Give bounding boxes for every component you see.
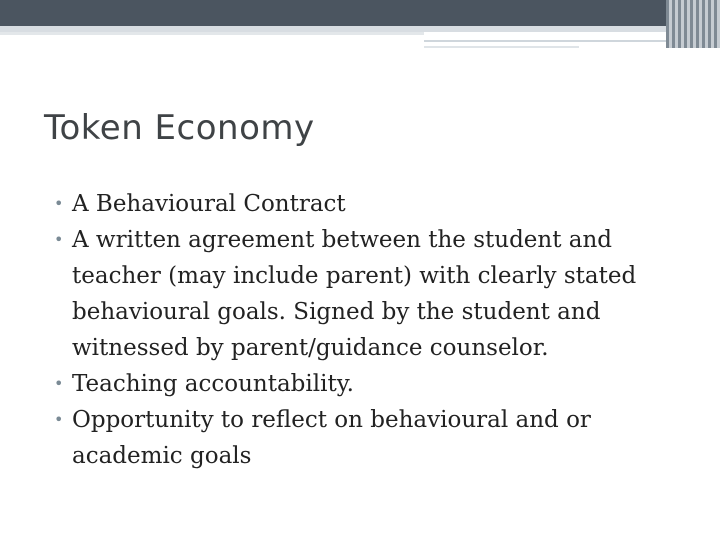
bullet-list [54,186,694,474]
bullet-item: • Teaching accountability. [54,366,694,402]
bullet-item: • A written agreement between the student and teacher (may include parent) with clearly stated behavioural goals. Signed by the student and witnessed by parent/guidance counselor. [54,222,694,366]
bullet-item: • A Behavioural Contract [54,186,694,222]
header-rule-mid-secondary [424,46,579,48]
slide-title: Token Economy [44,108,315,148]
header-stripes-decoration [666,0,720,48]
header-rule-mid [424,40,666,42]
header-rule-left [0,32,424,35]
header-bar [0,0,720,26]
bullet-item: • Opportunity to reflect on behavioural and or academic goals [54,402,694,474]
